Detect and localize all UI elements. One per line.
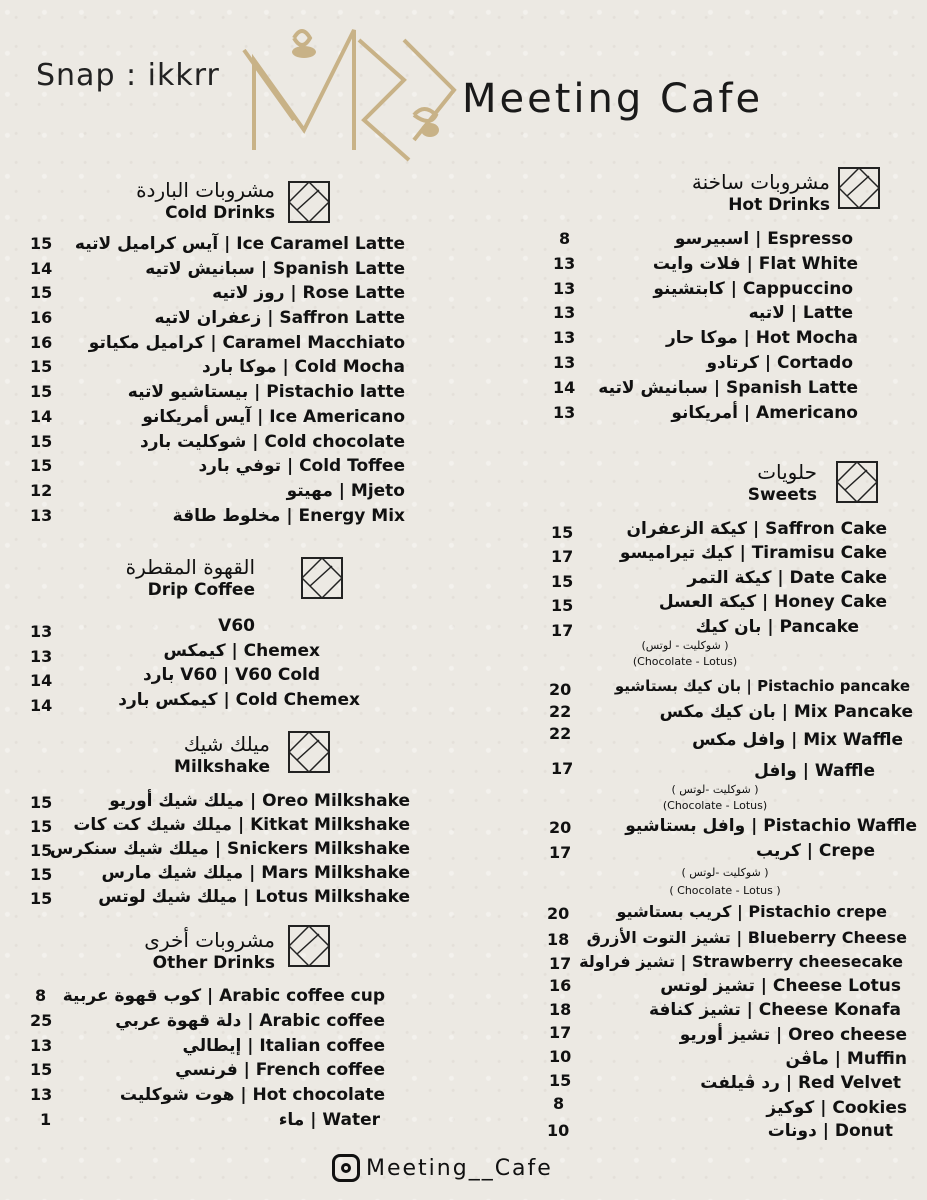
item-name: كرتادو | Cortado [706, 352, 853, 373]
item-price: 1 [40, 1109, 52, 1129]
menu-item [30, 504, 410, 529]
item-price: 15 [30, 456, 53, 476]
menu-item [545, 724, 903, 752]
item-price: 18 [549, 1000, 572, 1019]
item-name: رد ڤيلفت | Red Velvet [700, 1073, 901, 1093]
sweets-list [545, 0, 915, 1150]
item-price: 15 [551, 572, 574, 591]
section-drip-icon [300, 556, 344, 600]
item-price: 16 [30, 308, 53, 328]
item-name: وافل بستاشيو | Pistachio Waffle [625, 816, 917, 836]
menu-item [30, 405, 410, 430]
item-name: كيك تيراميسو | Tiramisu Cake [619, 543, 887, 563]
menu-item [545, 615, 859, 639]
item-name: بيستاشيو لاتيه | Pistachio latte [127, 382, 405, 403]
menu-item [30, 1009, 385, 1034]
crepe-note-ar: ( شوكليت -لوتس ) [681, 866, 769, 879]
menu-item [545, 950, 903, 974]
item-price: 14 [553, 377, 576, 397]
item-price: 15 [30, 865, 53, 884]
item-price: 12 [30, 480, 53, 500]
section-cold-icon [287, 180, 331, 224]
item-price: 17 [551, 621, 574, 640]
item-name: كريب | Crepe [756, 841, 875, 861]
item-name: كابتشينو | Cappuccino [653, 278, 853, 299]
item-price: 13 [30, 1035, 53, 1055]
item-name: لاتيه | Latte [748, 303, 853, 324]
section-drip-title [80, 555, 255, 601]
item-name: أمريكانو | Americano [671, 402, 858, 423]
item-price: 10 [547, 1121, 570, 1140]
section-cold-title [100, 178, 275, 224]
menu-item [30, 837, 410, 861]
item-name: وافل مكس | Mix Waffle [692, 730, 903, 750]
menu-item [545, 926, 907, 950]
menu-item [545, 759, 875, 783]
item-name: توفي بارد | Cold Toffee [198, 456, 405, 477]
menu-item [30, 1108, 385, 1133]
item-price: 15 [30, 431, 53, 451]
menu-item [545, 566, 887, 590]
menu-item [30, 688, 365, 716]
item-price: 20 [549, 680, 572, 699]
item-name: كوب قهوة عربية | Arabic coffee cup [62, 986, 385, 1006]
item-price: 8 [553, 1094, 565, 1113]
item-name: ماڤن | Muffin [785, 1049, 907, 1069]
item-price: 15 [30, 234, 53, 253]
item-name: تشيز كنافة | Cheese Konafa [648, 1000, 901, 1020]
item-name: وافل | Waffle [754, 761, 875, 781]
item-name: كريب بستاشيو | Pistachio crepe [616, 902, 887, 921]
menu-item [30, 1083, 385, 1108]
menu-item [545, 839, 875, 863]
item-price: 15 [30, 1060, 53, 1080]
item-price: 13 [553, 253, 576, 273]
cafe-logo-icon [234, 20, 474, 170]
pancake-note-ar: (شوكليت - لوتس ) [641, 639, 729, 652]
item-price: 13 [30, 505, 53, 525]
item-price: 20 [549, 818, 572, 837]
menu-item [30, 663, 365, 691]
item-name: موكا بارد | Cold Mocha [201, 357, 405, 378]
menu-item [545, 590, 887, 614]
item-name: شوكليت بارد | Cold chocolate [139, 431, 405, 452]
item-name: تشيز فراولة | Strawberry cheesecake [579, 952, 903, 971]
menu-item [545, 674, 910, 698]
item-price: 13 [30, 1085, 53, 1105]
menu-item [545, 1047, 907, 1071]
item-name: اسبيرسو | Espresso [674, 229, 853, 249]
section-milkshake-icon [287, 730, 331, 774]
item-name: ميلك شيك سنكرس | Snickers Milkshake [49, 839, 410, 859]
item-name: فرنسي | French coffee [175, 1060, 385, 1081]
item-price: 15 [551, 523, 574, 542]
item-name: بان كيك مكس | Mix Pancake [659, 702, 913, 722]
item-name: بان كيك | Pancake [695, 617, 859, 637]
section-other-title [100, 928, 275, 974]
section-title-ar: مشروبات ساخنة [691, 170, 830, 194]
item-name: سبانيش لاتيه | Spanish Latte [145, 258, 405, 279]
item-name: كيمكس | Chemex [163, 640, 320, 661]
menu-item [545, 541, 887, 565]
item-price: 22 [549, 724, 572, 743]
item-price: 17 [549, 1023, 572, 1042]
item-name: تشيز لوتس | Cheese Lotus [660, 976, 901, 996]
menu-item [545, 998, 901, 1022]
item-price: 14 [30, 671, 53, 691]
item-name: كيمكس بارد | Cold Chemex [118, 690, 360, 711]
item-name: V60 [218, 616, 255, 636]
pancake-note-en: (Chocolate - Lotus) [632, 655, 738, 668]
section-title-ar: مشروبات الباردة [136, 178, 275, 202]
item-price: 13 [30, 646, 53, 666]
snapchat-handle: Snap : ikkrr [36, 58, 220, 93]
drip-coffee-list [30, 614, 365, 716]
item-price: 18 [547, 930, 570, 949]
menu-item [30, 306, 410, 331]
item-price: 16 [30, 332, 53, 352]
item-name: إيطالي | Italian coffee [182, 1035, 385, 1056]
menu-item [545, 814, 917, 838]
section-title-en: Milkshake [174, 757, 270, 777]
item-price: 15 [30, 889, 53, 908]
section-title-en: Other Drinks [152, 953, 275, 973]
item-name: زعفران لاتيه | Saffron Latte [154, 308, 405, 329]
menu-item [30, 639, 365, 664]
menu-item [30, 454, 410, 479]
item-name: كيكة الزعفران | Saffron Cake [626, 519, 887, 539]
item-name: كيكة العسل | Honey Cake [658, 592, 887, 612]
menu-item [545, 974, 901, 998]
milkshake-list [30, 789, 410, 909]
menu-item [30, 257, 410, 282]
cafe-name: Meeting Cafe [462, 76, 764, 122]
item-name: ميلك شيك لوتس | Lotus Milkshake [98, 887, 410, 907]
menu-item [30, 614, 365, 639]
menu-item [545, 1023, 907, 1047]
item-name: كيكة التمر | Date Cake [687, 568, 887, 588]
item-price: 14 [30, 696, 53, 716]
item-name: ميلك شيك كت كات | Kitkat Milkshake [73, 815, 410, 835]
item-name: ماء | Water [278, 1109, 380, 1130]
section-title-en: Hot Drinks [728, 195, 830, 215]
menu-item [30, 430, 410, 455]
item-price: 13 [30, 622, 53, 641]
section-title-en: Drip Coffee [147, 580, 255, 600]
menu-item [545, 900, 887, 924]
instagram-handle[interactable] [332, 1154, 553, 1182]
item-price: 14 [30, 406, 53, 426]
menu-item [30, 813, 410, 837]
item-price: 15 [551, 596, 574, 615]
item-name: آيس كراميل لاتيه | Ice Caramel Latte [74, 234, 405, 254]
item-price: 17 [551, 547, 574, 566]
menu-item [30, 984, 385, 1009]
item-price: 17 [549, 843, 572, 862]
instagram-handle-text: Meeting__Cafe [366, 1155, 553, 1181]
menu-item [545, 1119, 893, 1143]
item-price: 13 [553, 402, 576, 422]
other-drinks-list [30, 984, 385, 1133]
item-price: 13 [553, 303, 576, 323]
menu-item [30, 479, 410, 504]
item-price: 15 [30, 841, 53, 860]
item-price: 17 [549, 954, 572, 973]
crepe-note-en: ( Chocolate - Lotus ) [669, 884, 781, 897]
item-name: روز لاتيه | Rose Latte [212, 283, 405, 304]
item-name: موكا حار | Hot Mocha [665, 328, 858, 349]
section-title-ar: القهوة المقطرة [125, 555, 255, 579]
item-price: 20 [547, 904, 570, 923]
section-title-en: Cold Drinks [165, 203, 275, 223]
menu-item [30, 281, 410, 306]
item-name: بان كيك بستاشيو | Pistachio pancake [614, 677, 910, 695]
waffle-note-en: (Chocolate - Lotus) [662, 799, 768, 812]
item-name: دونات | Donut [767, 1121, 893, 1141]
item-price: 8 [559, 229, 571, 248]
item-name: مخلوط طاقة | Energy Mix [172, 505, 405, 526]
item-price: 17 [551, 759, 574, 778]
menu-item [30, 380, 410, 405]
menu-item [30, 1034, 385, 1059]
menu-item [30, 232, 410, 257]
menu-item [545, 517, 887, 541]
item-name: تشيز التوت الأزرق | Blueberry Cheese [586, 928, 907, 947]
item-price: 16 [549, 976, 572, 995]
item-price: 22 [549, 702, 572, 721]
section-title-en: Sweets [747, 485, 817, 505]
item-price: 14 [30, 258, 53, 278]
item-name: مهيتو | Mjeto [286, 480, 405, 501]
menu-item [545, 700, 913, 724]
item-price: 10 [549, 1047, 572, 1066]
menu-item [30, 355, 410, 380]
section-title-ar: مشروبات أخرى [144, 928, 275, 952]
menu-item [30, 861, 410, 885]
item-price: 15 [30, 793, 53, 812]
instagram-icon [332, 1154, 360, 1182]
waffle-note-ar: ( شوكليت -لوتس ) [671, 783, 759, 796]
item-price: 15 [30, 382, 53, 402]
item-name: آيس أمريكانو | Ice Americano [142, 406, 405, 427]
item-name: ميلك شيك مارس | Mars Milkshake [101, 863, 410, 883]
item-name: دلة قهوة عربي | Arabic coffee [115, 1010, 385, 1031]
item-price: 13 [553, 352, 576, 372]
item-name: كراميل مكياتو | Caramel Macchiato [88, 332, 405, 353]
item-price: 8 [35, 986, 47, 1005]
menu-item [30, 331, 410, 356]
menu-item [545, 1096, 907, 1120]
item-price: 25 [30, 1010, 53, 1030]
item-name: بارد V60 | V60 Cold [143, 665, 320, 686]
item-price: 15 [30, 283, 53, 303]
item-price: 13 [553, 328, 576, 348]
section-title-ar: حلويات [757, 460, 817, 484]
item-price: 15 [30, 817, 53, 836]
item-name: هوت شوكليت | Hot chocolate [119, 1085, 385, 1106]
item-name: كوكيز | Cookies [766, 1098, 907, 1118]
item-price: 15 [549, 1071, 572, 1090]
item-price: 15 [30, 357, 53, 377]
item-price: 13 [553, 278, 576, 298]
cold-drinks-list [30, 232, 410, 528]
item-name: ميلك شيك أوريو | Oreo Milkshake [109, 791, 410, 811]
item-name: سبانيش لاتيه | Spanish Latte [598, 377, 858, 398]
section-milkshake-title [100, 732, 270, 778]
menu-item [545, 1071, 901, 1095]
section-other-icon [287, 924, 331, 968]
section-title-ar: ميلك شيك [183, 732, 270, 756]
menu-item [30, 789, 410, 813]
item-name: فلات وايت | Flat White [652, 253, 858, 274]
menu-item [30, 1058, 385, 1083]
item-name: تشيز أوريو | Oreo cheese [679, 1025, 907, 1045]
menu-item [30, 885, 410, 909]
